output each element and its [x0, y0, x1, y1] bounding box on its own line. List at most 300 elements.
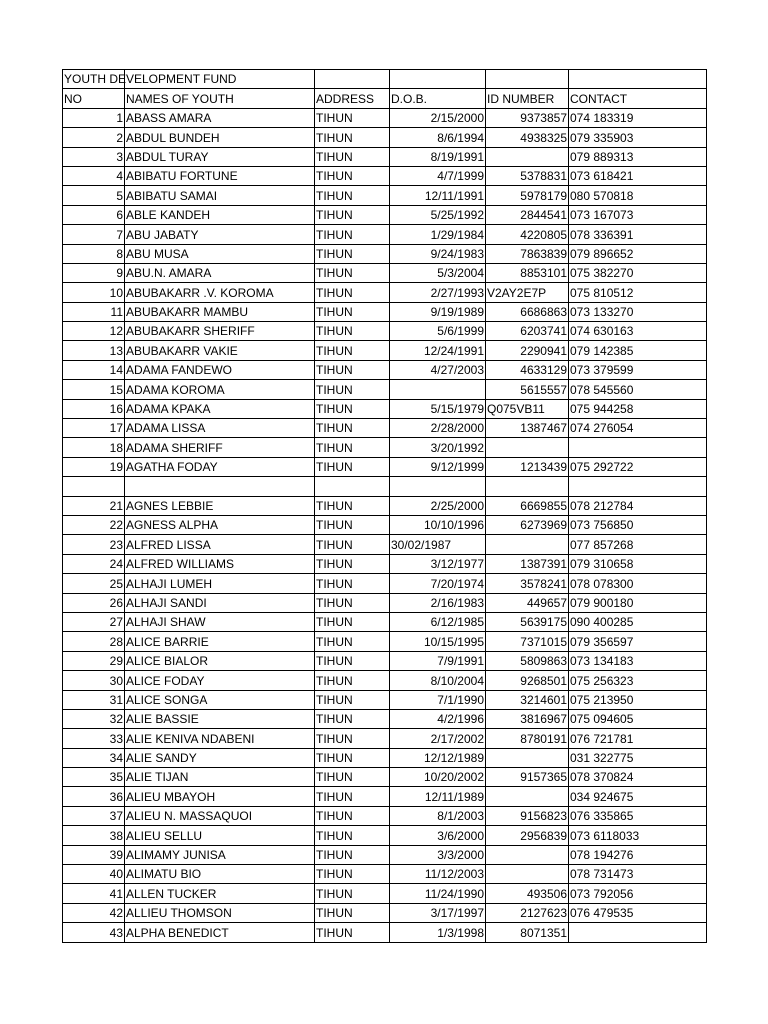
- cell-dob[interactable]: [390, 380, 486, 399]
- cell-dob[interactable]: 3/12/1977: [390, 554, 486, 573]
- table-row: [63, 186, 707, 205]
- cell-no[interactable]: 37: [63, 806, 125, 825]
- empty-cell[interactable]: [569, 70, 707, 89]
- cell-address[interactable]: TIHUN: [315, 903, 390, 922]
- cell-address[interactable]: TIHUN: [315, 496, 390, 515]
- cell-name[interactable]: ABIBATU SAMAI: [125, 186, 315, 205]
- cell-id-number[interactable]: 6686863: [486, 302, 569, 321]
- cell-id-number[interactable]: [486, 845, 569, 864]
- cell-address[interactable]: TIHUN: [315, 457, 390, 476]
- cell-id-number[interactable]: 5615557: [486, 380, 569, 399]
- cell-dob[interactable]: 2/15/2000: [390, 108, 486, 127]
- cell-contact[interactable]: 074 630163: [569, 322, 707, 341]
- cell-dob[interactable]: 3/17/1997: [390, 903, 486, 922]
- cell-no[interactable]: 10: [63, 283, 125, 302]
- cell-id-number[interactable]: 3578241: [486, 574, 569, 593]
- cell-dob[interactable]: 12/11/1989: [390, 787, 486, 806]
- cell-address[interactable]: TIHUN: [315, 438, 390, 457]
- cell-no[interactable]: 7: [63, 225, 125, 244]
- cell-contact[interactable]: 073 756850: [569, 515, 707, 534]
- cell-no[interactable]: 23: [63, 535, 125, 554]
- table-row: [63, 903, 707, 922]
- table-row: [63, 341, 707, 360]
- table-row: [63, 865, 707, 884]
- cell-address[interactable]: TIHUN: [315, 554, 390, 573]
- cell-address[interactable]: TIHUN: [315, 341, 390, 360]
- cell-dob[interactable]: 12/11/1991: [390, 186, 486, 205]
- youth-fund-table: [62, 69, 707, 943]
- cell-id-number[interactable]: [486, 438, 569, 457]
- cell-dob[interactable]: 1/29/1984: [390, 225, 486, 244]
- cell-dob[interactable]: [390, 477, 486, 496]
- cell-address[interactable]: TIHUN: [315, 302, 390, 321]
- cell-name[interactable]: ABU.N. AMARA: [125, 263, 315, 282]
- cell-no[interactable]: 3: [63, 147, 125, 166]
- cell-name[interactable]: ABDUL BUNDEH: [125, 128, 315, 147]
- cell-name[interactable]: ADAMA FANDEWO: [125, 360, 315, 379]
- cell-dob[interactable]: 12/12/1989: [390, 748, 486, 767]
- cell-dob[interactable]: 2/16/1983: [390, 593, 486, 612]
- table-row: [63, 322, 707, 341]
- cell-address[interactable]: TIHUN: [315, 923, 390, 942]
- cell-no[interactable]: 9: [63, 263, 125, 282]
- cell-id-number[interactable]: 8853101: [486, 263, 569, 282]
- table-row: [63, 515, 707, 534]
- cell-no[interactable]: 22: [63, 515, 125, 534]
- cell-no[interactable]: 19: [63, 457, 125, 476]
- cell-dob[interactable]: 5/6/1999: [390, 322, 486, 341]
- cell-id-number[interactable]: 4938325: [486, 128, 569, 147]
- table-row: [63, 535, 707, 554]
- cell-contact[interactable]: 076 335865: [569, 806, 707, 825]
- cell-no[interactable]: 36: [63, 787, 125, 806]
- cell-contact[interactable]: 078 731473: [569, 865, 707, 884]
- cell-id-number[interactable]: 5639175: [486, 612, 569, 631]
- cell-dob[interactable]: 8/19/1991: [390, 147, 486, 166]
- cell-address[interactable]: TIHUN: [315, 263, 390, 282]
- cell-contact[interactable]: 075 256323: [569, 671, 707, 690]
- cell-no[interactable]: 18: [63, 438, 125, 457]
- cell-name[interactable]: ALIE TIJAN: [125, 768, 315, 787]
- title-cell[interactable]: [63, 70, 237, 89]
- cell-name[interactable]: [125, 477, 315, 496]
- cell-address[interactable]: TIHUN: [315, 690, 390, 709]
- cell-id-number[interactable]: 1213439: [486, 457, 569, 476]
- cell-address[interactable]: TIHUN: [315, 884, 390, 903]
- cell-address[interactable]: TIHUN: [315, 186, 390, 205]
- cell-id-number[interactable]: 3816967: [486, 709, 569, 728]
- cell-address[interactable]: TIHUN: [315, 748, 390, 767]
- cell-no[interactable]: 2: [63, 128, 125, 147]
- cell-address[interactable]: TIHUN: [315, 574, 390, 593]
- table-row: [63, 690, 707, 709]
- table-row: [63, 748, 707, 767]
- cell-contact[interactable]: 078 545560: [569, 380, 707, 399]
- cell-name[interactable]: ADAMA SHERIFF: [125, 438, 315, 457]
- cell-address[interactable]: TIHUN: [315, 865, 390, 884]
- cell-dob[interactable]: 5/3/2004: [390, 263, 486, 282]
- cell-dob[interactable]: 7/9/1991: [390, 651, 486, 670]
- cell-address[interactable]: TIHUN: [315, 826, 390, 845]
- cell-id-number[interactable]: 9373857: [486, 108, 569, 127]
- header-contact[interactable]: CONTACT: [569, 89, 707, 108]
- cell-name[interactable]: ABIBATU FORTUNE: [125, 166, 315, 185]
- cell-no[interactable]: 27: [63, 612, 125, 631]
- cell-name[interactable]: ALPHA BENEDICT: [125, 923, 315, 942]
- cell-name[interactable]: ALLEN TUCKER: [125, 884, 315, 903]
- cell-name[interactable]: ALHAJI SANDI: [125, 593, 315, 612]
- cell-contact[interactable]: 073 167073: [569, 205, 707, 224]
- cell-id-number[interactable]: 9157365: [486, 768, 569, 787]
- cell-no[interactable]: 4: [63, 166, 125, 185]
- cell-no[interactable]: 31: [63, 690, 125, 709]
- cell-address[interactable]: [315, 477, 390, 496]
- cell-id-number[interactable]: 4633129: [486, 360, 569, 379]
- cell-no[interactable]: 6: [63, 205, 125, 224]
- cell-name[interactable]: ABUBAKARR .V. KOROMA: [125, 283, 315, 302]
- cell-address[interactable]: TIHUN: [315, 244, 390, 263]
- cell-id-number[interactable]: 449657: [486, 593, 569, 612]
- cell-address[interactable]: TIHUN: [315, 108, 390, 127]
- cell-dob[interactable]: 2/25/2000: [390, 496, 486, 515]
- table-row: [63, 263, 707, 282]
- cell-id-number[interactable]: 493506: [486, 884, 569, 903]
- cell-contact[interactable]: [569, 477, 707, 496]
- cell-contact[interactable]: 075 292722: [569, 457, 707, 476]
- table-row: [63, 845, 707, 864]
- cell-contact[interactable]: 078 336391: [569, 225, 707, 244]
- cell-name[interactable]: ABASS AMARA: [125, 108, 315, 127]
- cell-id-number[interactable]: 6203741: [486, 322, 569, 341]
- cell-id-number[interactable]: Q075VB11: [486, 399, 569, 418]
- cell-dob[interactable]: 9/12/1999: [390, 457, 486, 476]
- cell-id-number[interactable]: 5378831: [486, 166, 569, 185]
- cell-no[interactable]: 24: [63, 554, 125, 573]
- cell-id-number[interactable]: [486, 865, 569, 884]
- cell-id-number[interactable]: 5809863: [486, 651, 569, 670]
- cell-dob[interactable]: 5/25/1992: [390, 205, 486, 224]
- cell-name[interactable]: ALIEU N. MASSAQUOI: [125, 806, 315, 825]
- cell-name[interactable]: ALICE BIALOR: [125, 651, 315, 670]
- cell-no[interactable]: 39: [63, 845, 125, 864]
- cell-id-number[interactable]: 6669855: [486, 496, 569, 515]
- table-row: [63, 399, 707, 418]
- cell-name[interactable]: ABUBAKARR MAMBU: [125, 302, 315, 321]
- cell-dob[interactable]: 4/2/1996: [390, 709, 486, 728]
- cell-dob[interactable]: 2/17/2002: [390, 729, 486, 748]
- cell-id-number[interactable]: 3214601: [486, 690, 569, 709]
- cell-contact[interactable]: [569, 438, 707, 457]
- cell-id-number[interactable]: 9156823: [486, 806, 569, 825]
- cell-contact[interactable]: [569, 923, 707, 942]
- cell-dob[interactable]: 8/10/2004: [390, 671, 486, 690]
- cell-name[interactable]: ALIE BASSIE: [125, 709, 315, 728]
- cell-address[interactable]: TIHUN: [315, 806, 390, 825]
- cell-dob[interactable]: 2/28/2000: [390, 419, 486, 438]
- cell-dob[interactable]: 7/1/1990: [390, 690, 486, 709]
- header-address[interactable]: ADDRESS: [315, 89, 390, 108]
- cell-name[interactable]: ALICE SONGA: [125, 690, 315, 709]
- empty-cell[interactable]: [390, 70, 486, 89]
- cell-dob[interactable]: 8/1/2003: [390, 806, 486, 825]
- sheet-title: YOUTH DEVELOPMENT FUND: [64, 72, 237, 87]
- cell-name[interactable]: ABUBAKARR VAKIE: [125, 341, 315, 360]
- cell-id-number[interactable]: 2956839: [486, 826, 569, 845]
- cell-id-number[interactable]: 2844541: [486, 205, 569, 224]
- cell-no[interactable]: 42: [63, 903, 125, 922]
- cell-id-number[interactable]: [486, 535, 569, 554]
- cell-contact[interactable]: 075 094605: [569, 709, 707, 728]
- cell-id-number[interactable]: 8780191: [486, 729, 569, 748]
- cell-address[interactable]: TIHUN: [315, 399, 390, 418]
- cell-contact[interactable]: 077 857268: [569, 535, 707, 554]
- cell-no[interactable]: 11: [63, 302, 125, 321]
- table-row: [63, 729, 707, 748]
- cell-address[interactable]: TIHUN: [315, 205, 390, 224]
- cell-address[interactable]: TIHUN: [315, 632, 390, 651]
- cell-address[interactable]: TIHUN: [315, 671, 390, 690]
- cell-no[interactable]: 21: [63, 496, 125, 515]
- cell-contact[interactable]: 079 335903: [569, 128, 707, 147]
- cell-dob[interactable]: 4/27/2003: [390, 360, 486, 379]
- header-id-number[interactable]: ID NUMBER: [486, 89, 569, 108]
- cell-contact[interactable]: 073 618421: [569, 166, 707, 185]
- cell-address[interactable]: TIHUN: [315, 535, 390, 554]
- cell-id-number[interactable]: 2290941: [486, 341, 569, 360]
- cell-name[interactable]: AGNESS ALPHA: [125, 515, 315, 534]
- cell-name[interactable]: ADAMA LISSA: [125, 419, 315, 438]
- cell-address[interactable]: TIHUN: [315, 225, 390, 244]
- cell-contact[interactable]: 073 792056: [569, 884, 707, 903]
- cell-dob[interactable]: 9/24/1983: [390, 244, 486, 263]
- cell-no[interactable]: 8: [63, 244, 125, 263]
- cell-dob[interactable]: 3/6/2000: [390, 826, 486, 845]
- cell-name[interactable]: ADAMA KOROMA: [125, 380, 315, 399]
- cell-contact[interactable]: 073 133270: [569, 302, 707, 321]
- cell-no[interactable]: 15: [63, 380, 125, 399]
- cell-no[interactable]: 12: [63, 322, 125, 341]
- cell-dob[interactable]: 10/10/1996: [390, 515, 486, 534]
- cell-name[interactable]: ABU JABATY: [125, 225, 315, 244]
- cell-address[interactable]: TIHUN: [315, 845, 390, 864]
- table-row: [63, 651, 707, 670]
- cell-id-number[interactable]: 1387467: [486, 419, 569, 438]
- cell-id-number[interactable]: [486, 477, 569, 496]
- cell-no[interactable]: 29: [63, 651, 125, 670]
- cell-contact[interactable]: 076 721781: [569, 729, 707, 748]
- cell-contact[interactable]: 074 276054: [569, 419, 707, 438]
- cell-dob[interactable]: 3/20/1992: [390, 438, 486, 457]
- cell-no[interactable]: 34: [63, 748, 125, 767]
- cell-contact[interactable]: 075 382270: [569, 263, 707, 282]
- cell-no[interactable]: 38: [63, 826, 125, 845]
- header-dob[interactable]: D.O.B.: [390, 89, 486, 108]
- cell-dob[interactable]: 10/15/1995: [390, 632, 486, 651]
- cell-id-number[interactable]: 5978179: [486, 186, 569, 205]
- header-no[interactable]: NO: [63, 89, 125, 108]
- cell-name[interactable]: ALIMATU BIO: [125, 865, 315, 884]
- header-row: [63, 89, 707, 108]
- cell-dob[interactable]: 4/7/1999: [390, 166, 486, 185]
- cell-name[interactable]: ABUBAKARR SHERIFF: [125, 322, 315, 341]
- cell-address[interactable]: TIHUN: [315, 593, 390, 612]
- table-row: [63, 787, 707, 806]
- cell-address[interactable]: TIHUN: [315, 787, 390, 806]
- table-row: [63, 205, 707, 224]
- cell-dob[interactable]: 7/20/1974: [390, 574, 486, 593]
- cell-address[interactable]: TIHUN: [315, 515, 390, 534]
- cell-name[interactable]: ALFRED LISSA: [125, 535, 315, 554]
- cell-name[interactable]: ALIMAMY JUNISA: [125, 845, 315, 864]
- cell-address[interactable]: TIHUN: [315, 283, 390, 302]
- cell-dob[interactable]: 30/02/1987: [390, 535, 486, 554]
- cell-id-number[interactable]: [486, 147, 569, 166]
- table-row: [63, 768, 707, 787]
- cell-dob[interactable]: 2/27/1993: [390, 283, 486, 302]
- cell-no[interactable]: 5: [63, 186, 125, 205]
- cell-dob[interactable]: 10/20/2002: [390, 768, 486, 787]
- cell-id-number[interactable]: 7863839: [486, 244, 569, 263]
- cell-contact[interactable]: 079 896652: [569, 244, 707, 263]
- cell-dob[interactable]: 11/24/1990: [390, 884, 486, 903]
- cell-name[interactable]: ALIEU SELLU: [125, 826, 315, 845]
- cell-no[interactable]: 30: [63, 671, 125, 690]
- cell-contact[interactable]: 078 212784: [569, 496, 707, 515]
- cell-name[interactable]: ALICE BARRIE: [125, 632, 315, 651]
- cell-contact[interactable]: 031 322775: [569, 748, 707, 767]
- cell-address[interactable]: TIHUN: [315, 729, 390, 748]
- cell-name[interactable]: ALIE SANDY: [125, 748, 315, 767]
- table-row: [63, 574, 707, 593]
- cell-contact[interactable]: 034 924675: [569, 787, 707, 806]
- cell-no[interactable]: 17: [63, 419, 125, 438]
- cell-contact[interactable]: 080 570818: [569, 186, 707, 205]
- cell-name[interactable]: ALIEU MBAYOH: [125, 787, 315, 806]
- cell-contact[interactable]: 079 900180: [569, 593, 707, 612]
- cell-dob[interactable]: 6/12/1985: [390, 612, 486, 631]
- cell-contact[interactable]: 073 379599: [569, 360, 707, 379]
- cell-no[interactable]: 16: [63, 399, 125, 418]
- cell-name[interactable]: ALLIEU THOMSON: [125, 903, 315, 922]
- cell-id-number[interactable]: [486, 748, 569, 767]
- cell-no[interactable]: 40: [63, 865, 125, 884]
- cell-no[interactable]: 35: [63, 768, 125, 787]
- cell-no[interactable]: 43: [63, 923, 125, 942]
- cell-address[interactable]: TIHUN: [315, 768, 390, 787]
- cell-address[interactable]: TIHUN: [315, 709, 390, 728]
- cell-dob[interactable]: 9/19/1989: [390, 302, 486, 321]
- cell-name[interactable]: ALHAJI SHAW: [125, 612, 315, 631]
- cell-contact[interactable]: 079 889313: [569, 147, 707, 166]
- cell-contact[interactable]: 079 356597: [569, 632, 707, 651]
- table-row: [63, 108, 707, 127]
- cell-id-number[interactable]: 2127623: [486, 903, 569, 922]
- cell-address[interactable]: TIHUN: [315, 166, 390, 185]
- cell-address[interactable]: TIHUN: [315, 419, 390, 438]
- cell-no[interactable]: 14: [63, 360, 125, 379]
- cell-dob[interactable]: 1/3/1998: [390, 923, 486, 942]
- cell-contact[interactable]: 078 194276: [569, 845, 707, 864]
- cell-address[interactable]: TIHUN: [315, 147, 390, 166]
- table-row: [63, 806, 707, 825]
- cell-name[interactable]: ABLE KANDEH: [125, 205, 315, 224]
- cell-no[interactable]: 1: [63, 108, 125, 127]
- table-row: [63, 496, 707, 515]
- cell-id-number[interactable]: 9268501: [486, 671, 569, 690]
- cell-dob[interactable]: 3/3/2000: [390, 845, 486, 864]
- cell-no[interactable]: 25: [63, 574, 125, 593]
- cell-contact[interactable]: 078 078300: [569, 574, 707, 593]
- cell-name[interactable]: ALIE KENIVA NDABENI: [125, 729, 315, 748]
- cell-contact[interactable]: 074 183319: [569, 108, 707, 127]
- cell-contact[interactable]: 073 134183: [569, 651, 707, 670]
- cell-dob[interactable]: 11/12/2003: [390, 865, 486, 884]
- cell-name[interactable]: ABDUL TURAY: [125, 147, 315, 166]
- cell-address[interactable]: TIHUN: [315, 322, 390, 341]
- cell-no[interactable]: 41: [63, 884, 125, 903]
- cell-name[interactable]: ALICE FODAY: [125, 671, 315, 690]
- table-row: [63, 457, 707, 476]
- cell-name[interactable]: ADAMA KPAKA: [125, 399, 315, 418]
- cell-contact[interactable]: 090 400285: [569, 612, 707, 631]
- cell-name[interactable]: ALHAJI LUMEH: [125, 574, 315, 593]
- cell-id-number[interactable]: 6273969: [486, 515, 569, 534]
- cell-contact[interactable]: 078 370824: [569, 768, 707, 787]
- cell-contact[interactable]: 075 810512: [569, 283, 707, 302]
- table-row: [63, 826, 707, 845]
- table-row: [63, 709, 707, 728]
- cell-address[interactable]: TIHUN: [315, 380, 390, 399]
- empty-cell[interactable]: [486, 70, 569, 89]
- cell-contact[interactable]: 075 213950: [569, 690, 707, 709]
- cell-id-number[interactable]: 1387391: [486, 554, 569, 573]
- table-row: [63, 593, 707, 612]
- cell-address[interactable]: TIHUN: [315, 128, 390, 147]
- cell-name[interactable]: AGNES LEBBIE: [125, 496, 315, 515]
- cell-dob[interactable]: 8/6/1994: [390, 128, 486, 147]
- cell-contact[interactable]: 075 944258: [569, 399, 707, 418]
- cell-contact[interactable]: 079 310658: [569, 554, 707, 573]
- empty-cell[interactable]: [315, 70, 390, 89]
- cell-dob[interactable]: 12/24/1991: [390, 341, 486, 360]
- header-name[interactable]: NAMES OF YOUTH: [125, 89, 315, 108]
- cell-address[interactable]: TIHUN: [315, 360, 390, 379]
- cell-no[interactable]: 28: [63, 632, 125, 651]
- cell-name[interactable]: AGATHA FODAY: [125, 457, 315, 476]
- cell-contact[interactable]: 073 6118033: [569, 826, 707, 845]
- cell-id-number[interactable]: V2AY2E7P: [486, 283, 569, 302]
- cell-no[interactable]: 33: [63, 729, 125, 748]
- cell-no[interactable]: [63, 477, 125, 496]
- cell-name[interactable]: ALFRED WILLIAMS: [125, 554, 315, 573]
- table-row: [63, 632, 707, 651]
- cell-contact[interactable]: 079 142385: [569, 341, 707, 360]
- cell-contact[interactable]: 076 479535: [569, 903, 707, 922]
- cell-name[interactable]: ABU MUSA: [125, 244, 315, 263]
- cell-id-number[interactable]: [486, 787, 569, 806]
- cell-id-number[interactable]: 8071351: [486, 923, 569, 942]
- cell-id-number[interactable]: 4220805: [486, 225, 569, 244]
- cell-no[interactable]: 26: [63, 593, 125, 612]
- cell-id-number[interactable]: 7371015: [486, 632, 569, 651]
- cell-no[interactable]: 13: [63, 341, 125, 360]
- cell-address[interactable]: TIHUN: [315, 612, 390, 631]
- table-row: [63, 302, 707, 321]
- cell-no[interactable]: 32: [63, 709, 125, 728]
- table-row: [63, 884, 707, 903]
- cell-dob[interactable]: 5/15/1979: [390, 399, 486, 418]
- cell-address[interactable]: TIHUN: [315, 651, 390, 670]
